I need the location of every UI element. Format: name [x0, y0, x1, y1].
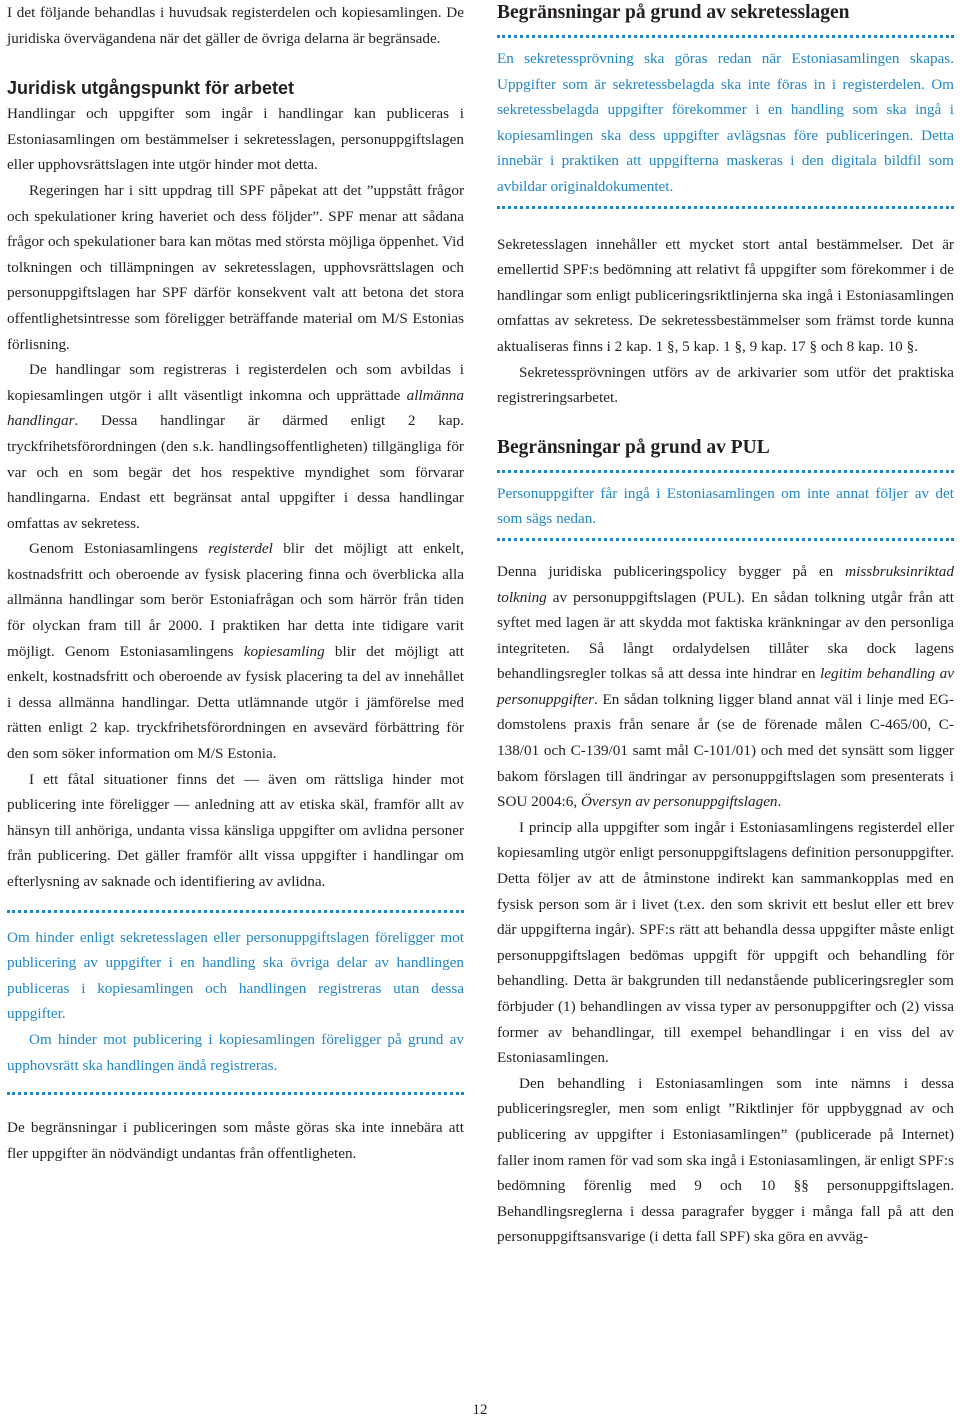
term-abuse-oriented: missbruksinriktad tolkning: [497, 562, 954, 606]
paragraph-limitations: De begränsningar i publiceringen som måste göras ska inte innebära att fler uppgifter än nödvändigt undantas från offentligheten.: [7, 1119, 464, 1162]
paragraph-ethical-exceptions: I ett fåtal situationer finns det — även om rättsliga hinder mot publicering inte föreligger — anledning att av etiska skäl, framför allt av hänsyn till anhöriga, undanta vissa känsliga uppgifter om avlidna personer från publicering. Det gäller framför allt vissa uppgifter i handlingar om efterlysning av saknade och identifiering av avlidna.: [7, 770, 464, 890]
term-copy-collection: kopiesamling: [243, 642, 325, 660]
rule-text-secrecy: Om hinder enligt sekretesslagen eller personuppgiftslagen föreligger mot publicering av uppgifter i en handling ska övriga delar av handlingen publiceras i kopiesamlingen och handlingen registreras utan dessa uppgifter.: [7, 928, 464, 1023]
paragraph-secrecy-review: Sekretessprövningen utförs av de arkivarier som utför det praktiska registreringsarbetet.: [497, 363, 954, 407]
paragraph-personal-data: I princip alla uppgifter som ingår i Estoniasamlingens registerdel eller kopiesamling utgör enligt personuppgiftslagens definition personuppgifter. Detta följer av att de åtminstone indirekt kan sammankopplas med en fysisk person som är i livet (t.ex. den som skrivit ett beslut eller ett brev där uppgifterna ingår). SPF:s rätt att behandla dessa uppgifter måste enligt personuppgiftslagen bedömas uppgift för uppgift och behandling för behandling. Detta är bakgrunden till nedanstående publiceringsregler som förbjuder (1) behandlingen av vissa typer av personuppgifter och (2) vissa former av behandlingar, till exempel behandlingar i en viss del av Estoniasamlingen.: [497, 818, 954, 1067]
heading-pul-limits: Begränsningar på grund av PUL: [497, 436, 770, 458]
divider-secrecy-bottom: [497, 206, 954, 209]
term-public-documents: allmänna handlingar: [7, 386, 464, 430]
divider-pul-top: [497, 470, 954, 473]
paragraph-publication-policy: Denna juridiska publiceringspolicy bygger på en missbruksinriktad tolkning av personuppgiftslagen (PUL). En sådan tolkning utgår från att syftet med lagen är att skydda mot faktiska kränkningar av den personliga integriteten. Så långt ordalydelsen tillåter ska dock lagens behandlingsregler tolkas så att dessa inte hindrar en legitim behandling av personuppgifter. En sådan tolkning ligger bland annat väl i linje med EG-domstolens praxis från senare år (se de förenade målen C-465/00, C-138/01 och C-139/01 samt mål C-101/01) och med det synsätt som ligger bakom förslagen till ändringar av personuppgiftslagen som presenterats i SOU 2004:6, Översyn av personuppgiftslagen.: [497, 562, 955, 811]
divider-secrecy-top: [497, 35, 954, 38]
term-sou-title: Översyn av personuppgiftslagen: [580, 793, 778, 811]
left-column: [7, 0, 464, 1166]
paragraph-secrecy-act: Sekretesslagen innehåller ett mycket stort antal bestämmelser. Det är emellertid SPF:s bedömning att relativt få uppgifter som förekommer i de handlingar som enligt publiceringsriktlinjerna ska ingå i Estoniasamlingen omfattas av sekretess. De sekretessbestämmelser som främst torde kunna aktualiseras finns i 2 kap. 1 §, 5 kap. 1 §, 9 kap. 17 § och 8 kap. 10 §.: [497, 235, 954, 355]
term-register-part: registerdel: [208, 540, 273, 558]
intro-paragraph: I det följande behandlas i huvudsak registerdelen och kopiesamlingen. De juridiska övervägandena när det gäller de övriga delarna är begränsade.: [7, 4, 464, 47]
right-column: [497, 0, 954, 1250]
rule-text-copyright: Om hinder mot publicering i kopiesamlingen föreligger på grund av upphovsrätt ska handlingen ändå registreras.: [7, 1030, 464, 1074]
paragraph-register-part: Genom Estoniasamlingens registerdel blir det möjligt att enkelt, kostnadsfritt och oberoende av fysisk placering finna och överblicka alla allmänna handlingar som berör Estoniafrågan och som härrör från tiden för olyckan fram till år 2000. I praktiken har detta inte tidigare varit möjligt. Genom Estoniasamlingens kopiesamling blir det möjligt att enkelt, kostnadsfritt och oberoende av fysisk placering ta del av innehållet i dessa allmänna handlingar. Detta utlämnande utgör i jämförelse med rätten enligt 2 kap. tryckfrihetsförordningen en avsevärd förbättring för den som söker information om M/S Estonia.: [7, 540, 464, 763]
rule-text-secrecy-review: En sekretessprövning ska göras redan när Estoniasamlingen skapas. Uppgifter som är sekretessbelagda ska inte föras in i registerdelen. Om sekretessbelagda uppgifter förekommer i en handling som ska ingå i kopiesamlingen ska dess uppgifter avlägsnas före publiceringen. Detta innebär i praktiken att uppgifterna maskeras i den digitala bildfil som avbildar originaldokumentet.: [497, 50, 954, 195]
paragraph-registered-documents: De handlingar som registreras i registerdelen och som avbildas i kopiesamlingen utgör i allt väsentligt inkomna och upprättade allmänna handlingar. Dessa handlingar är därmed enligt 2 kap. tryckfrihetsförordningen (den s.k. handlingsoffentligheten) tillgängliga för var och en som begär det hos respektive myndighet som förvarar handlingarna. Endast ett begränsat antal uppgifter i dessa handlingar omfattas av sekretess.: [7, 361, 464, 532]
rule-text-personal-data: Personuppgifter får ingå i Estoniasamlingen om inte annat följer av det som sägs nedan.: [497, 484, 954, 528]
heading-secrecy-limits: Begränsningar på grund av sekretesslagen: [497, 2, 850, 23]
paragraph-government-mission: Regeringen har i sitt uppdrag till SPF påpekat att det ”uppstått frågor och spekulationer kring haveriet och dess följder”. SPF menar att sådana frågor och spekulationer bara kan mötas med största möjliga öppenhet. Vid tolkningen och tillämpningen av sekretesslagen, upphovsrättslagen och personuppgiftslagen har SPF därför konsekvent valt att betona det stora offentlighetsintresse som föreligger beträffande material om M/S Estonias förlisning.: [7, 181, 464, 353]
paragraph-legal-basis: Handlingar och uppgifter som ingår i handlingar kan publiceras i Estoniasamlingen om bestämmelser i sekretesslagen, personuppgiftslagen eller upphovsrättslagen inte utgör hinder mot detta.: [7, 105, 464, 174]
divider-bottom-left: [7, 1092, 464, 1095]
divider-pul-bottom: [497, 538, 954, 541]
term-legitimate-processing: legitim behandling av personuppgifter: [497, 665, 955, 708]
heading-legal-basis: Juridisk utgångspunkt för arbetet: [7, 78, 295, 99]
divider-top-left: [7, 910, 464, 913]
page-number: 12: [472, 1402, 488, 1418]
paragraph-guidelines: Den behandling i Estoniasamlingen som inte nämns i dessa publiceringsregler, men som enligt ”Riktlinjer för uppbyggnad av och publicering av uppgifter i Estoniasamlingen” (publicerade på Internet) faller inom ramen för vad som ska ingå i Estoniasamlingen, är enligt SPF:s bedömning förenlig med 9 och 10 §§ personuppgiftslagen. Behandlingsreglerna i dessa paragrafer bygger i många fall på att den personuppgiftsansvarige (i detta fall SPF) ska göra en avväg-: [497, 1074, 954, 1246]
